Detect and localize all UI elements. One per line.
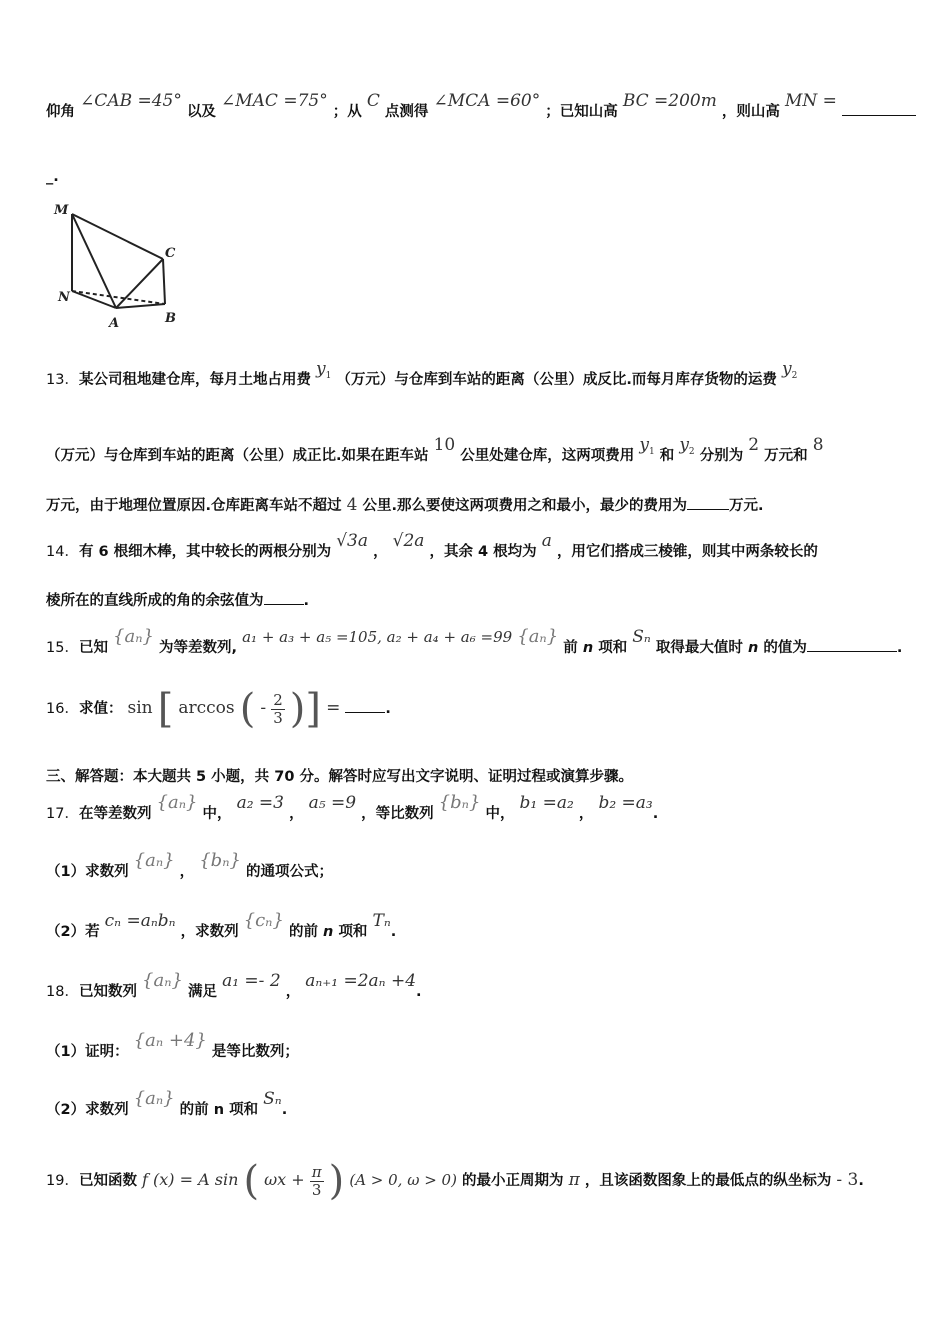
q13-ten: 10 <box>433 435 456 455</box>
q13-text: （万元）与仓库到车站的距离（公里）成正比.如果在距车站 <box>46 448 429 464</box>
q12-mn: MN = <box>784 91 837 111</box>
q18-line-1 <box>46 970 910 1003</box>
q18-text: （2）求数列 <box>46 1102 129 1118</box>
q14-sqrt2a: √2a <box>392 531 425 551</box>
q13-line-2 <box>46 435 910 469</box>
q15-text: 项和 <box>598 640 628 656</box>
q15-sn: Sₙ <box>632 627 651 647</box>
q18-end: . <box>416 984 422 1000</box>
q12-text: ；从 <box>332 104 362 120</box>
q19-pi: π <box>568 1170 580 1190</box>
q18-sn: Sₙ <box>263 1089 282 1109</box>
q15-text: 为等差数列, <box>159 640 238 656</box>
label-c: C <box>165 246 176 261</box>
q17-text: ，等比数列 <box>361 806 434 822</box>
q16-neg: - <box>260 698 267 718</box>
q15-equation: a₁ + a₃ + a₅ =105, a₂ + a₄ + a₆ =99 <box>242 628 513 646</box>
q14-text: 有 6 根细木棒，其中较长的两根分别为 <box>78 544 332 560</box>
q14-text: ，用它们搭成三棱锥，则其中两条较长的 <box>556 544 818 560</box>
q18-seq-an-plus-4: {aₙ +4} <box>133 1030 207 1051</box>
q15-text: 取得最大值时 <box>655 640 743 656</box>
label-a: A <box>109 316 120 331</box>
q17-a2: a₂ =3 <box>236 793 284 813</box>
q14-line-2 <box>46 590 910 612</box>
q18-end: . <box>281 1102 288 1118</box>
q18-part-1 <box>46 1030 910 1063</box>
q12-text: 点测得 <box>384 104 429 120</box>
q16-end: . <box>385 701 391 717</box>
q12-text: ；已知山高 <box>545 104 618 120</box>
q19-fraction <box>310 1164 324 1199</box>
q13-text: 万元. <box>728 498 764 514</box>
q13-y2-sub: 2 <box>791 371 798 381</box>
q13-y2: y <box>679 435 689 455</box>
q18-recurrence: aₙ₊₁ =2aₙ +4 <box>305 971 417 991</box>
q12-line-2 <box>46 166 910 188</box>
q13-line-3 <box>46 494 910 517</box>
q13-four: 4 <box>346 495 358 515</box>
q19-paren-close: ) <box>328 1158 345 1204</box>
q18-text: 满足 <box>188 984 218 1000</box>
q17-b1: b₁ =a₂ <box>519 793 574 813</box>
q18-text: 已知数列 <box>78 984 137 1000</box>
q13-text: 分别为 <box>699 448 744 464</box>
q19-text: 已知函数 <box>78 1173 137 1189</box>
q18-text: （1）证明： <box>46 1044 129 1060</box>
q17-number: 17． <box>46 806 79 822</box>
q13-y1: y <box>639 435 649 455</box>
q19-omega-x: ωx + <box>264 1170 305 1189</box>
q14-text: ，其余 4 根均为 <box>429 544 537 560</box>
q19-number: 19． <box>46 1173 79 1189</box>
q19-frac-den: 3 <box>311 1180 322 1199</box>
q19-paren-open: ( <box>243 1158 260 1204</box>
q17-text: 在等差数列 <box>78 806 152 822</box>
q14-text: ， <box>373 544 388 560</box>
q13-text: 万元和 <box>764 448 808 464</box>
q13-y2: y <box>782 359 792 379</box>
q17-tn: Tₙ <box>372 911 391 931</box>
q16-text: 求值： <box>78 701 123 717</box>
q15-end: . <box>896 640 903 656</box>
answer-blank <box>345 698 385 713</box>
q18-seq-an: {aₙ} <box>133 1088 175 1109</box>
q14-line-1 <box>46 531 910 563</box>
answer-blank <box>842 101 916 116</box>
q19-function: f (x) = A sin <box>142 1170 239 1189</box>
q17-a5: a₅ =9 <box>308 793 357 813</box>
q18-text: 的前 n 项和 <box>179 1102 259 1118</box>
q17-part-2 <box>46 910 910 943</box>
q18-part-2 <box>46 1088 910 1121</box>
q17-cn: cₙ =aₙbₙ <box>104 911 176 931</box>
q15-n: n <box>747 640 759 656</box>
q16-frac-den: 3 <box>273 708 283 727</box>
answer-blank <box>264 590 304 605</box>
label-m: M <box>54 203 69 218</box>
q16-arccos: arccos <box>178 698 235 718</box>
q17-seq-bn: {bₙ} <box>438 792 481 813</box>
q19-text: ，且该函数图象上的最低点的纵坐标为 <box>584 1173 832 1189</box>
q17-seq-cn: {cₙ} <box>243 910 284 931</box>
q13-y2-sub: 2 <box>688 447 695 457</box>
q16-eq: = <box>326 698 341 718</box>
section-3-text: 三、解答题：本大题共 5 小题，共 70 分。解答时应写出文字说明、证明过程或演算步骤。 <box>46 769 633 785</box>
q16-bracket-open: [ <box>157 686 174 732</box>
q13-number: 13． <box>46 372 79 388</box>
section-3-title <box>46 766 910 788</box>
q17-text: 中， <box>485 806 515 822</box>
q13-text: 公里.那么要使这两项费用之和最小，最少的费用为 <box>362 498 687 514</box>
label-b: B <box>165 311 176 326</box>
q12-angle-cab: ∠CAB =45° <box>80 91 182 111</box>
q15-seq-an: {aₙ} <box>517 626 559 647</box>
q12-text: 以及 <box>186 104 216 120</box>
q13-y1-sub: 1 <box>325 371 332 381</box>
edge-mc <box>72 214 163 259</box>
q14-sqrt3a: √3a <box>336 531 368 551</box>
q18-number: 18． <box>46 984 79 1000</box>
label-n: N <box>58 290 70 305</box>
q17-seq-an: {aₙ} <box>156 792 198 813</box>
q12-angle-mca: ∠MCA =60° <box>433 91 541 111</box>
q17-text: 的前 <box>288 924 318 940</box>
q16-bracket-close: ] <box>305 686 322 732</box>
q16-fraction <box>271 692 285 727</box>
q14-a: a <box>541 531 552 551</box>
q12-bc: BC =200m <box>622 91 717 111</box>
q19-text: 的最小正周期为 <box>462 1173 564 1189</box>
q19-frac-num: π <box>311 1162 322 1181</box>
q19-neg3: - 3 <box>836 1170 859 1190</box>
q17-text: 项和 <box>338 924 368 940</box>
q15-number: 15． <box>46 640 79 656</box>
q17-text: 的通项公式； <box>246 864 334 880</box>
q15-text: 已知 <box>78 640 108 656</box>
q17-text: （2）若 <box>46 924 100 940</box>
q17-seq-an: {aₙ} <box>133 850 175 871</box>
q18-seq-an: {aₙ} <box>142 970 183 991</box>
q16-sin: sin <box>127 698 153 718</box>
q13-text: （万元）与仓库到车站的距离（公里）成反比.而每月库存货物的运费 <box>336 372 777 388</box>
q19-end: . <box>858 1173 864 1189</box>
q16-frac-num: 2 <box>273 690 283 709</box>
q14-text: 棱所在的直线所成的角的余弦值为 <box>46 593 264 609</box>
q14-end: . <box>303 593 310 609</box>
q15-text: 的值为 <box>763 640 807 656</box>
q17-text: 中， <box>202 806 232 822</box>
q17-text: （1）求数列 <box>46 864 129 880</box>
q13-text: 某公司租地建仓库，每月土地占用费 <box>78 372 311 388</box>
mountain-figure <box>46 196 186 334</box>
edge-ab <box>116 304 165 308</box>
q13-y1: y <box>316 359 326 379</box>
q17-text: ， <box>179 864 195 880</box>
q17-part-1 <box>46 850 910 883</box>
q14-number: 14． <box>46 544 79 560</box>
q17-n: n <box>323 924 334 940</box>
q19-line <box>46 1158 910 1203</box>
q15-text: 前 <box>563 640 578 656</box>
q16-number: 16． <box>46 701 79 717</box>
q13-text: 公里处建仓库，这两项费用 <box>460 448 635 464</box>
q12-angle-mac: ∠MAC =75° <box>221 91 328 111</box>
q16-paren-close: ) <box>289 686 306 732</box>
q13-y1-sub: 1 <box>648 447 655 457</box>
q12-text: ，则山高 <box>721 104 780 120</box>
q18-text: ， <box>285 984 301 1000</box>
edge-ca <box>116 259 163 308</box>
edge-nb <box>72 291 165 304</box>
q17-text: ，求数列 <box>180 924 239 940</box>
edge-cb <box>163 259 165 304</box>
q17-b2: b₂ =a₃ <box>598 793 653 813</box>
q15-seq-an: {aₙ} <box>113 626 154 647</box>
q17-text: ， <box>578 806 594 822</box>
q17-text: ， <box>289 806 304 822</box>
answer-blank <box>687 495 729 510</box>
q13-text: 和 <box>659 448 675 464</box>
q12-text: 仰角 <box>46 104 75 120</box>
q19-condition: (A > 0, ω > 0) <box>349 1171 457 1189</box>
q17-end: . <box>390 924 397 940</box>
q17-seq-bn: {bₙ} <box>199 850 241 871</box>
q12-tail: _. <box>46 169 59 185</box>
q13-text: 万元，由于地理位置原因.仓库距离车站不超过 <box>46 498 342 514</box>
answer-blank <box>807 637 897 652</box>
q13-line-1 <box>46 359 910 393</box>
q16-line <box>46 686 910 731</box>
q17-end: . <box>652 806 659 822</box>
q12-point-c: C <box>366 91 380 111</box>
q17-line-1 <box>46 792 910 825</box>
q18-text: 是等比数列； <box>211 1044 299 1060</box>
q13-eight: 8 <box>812 435 824 455</box>
q15-n: n <box>582 640 594 656</box>
q18-a1: a₁ =- 2 <box>222 971 281 991</box>
q12-line-1 <box>46 91 910 123</box>
q16-paren-open: ( <box>239 686 256 732</box>
q13-two: 2 <box>748 435 760 455</box>
q15-line <box>46 626 910 659</box>
